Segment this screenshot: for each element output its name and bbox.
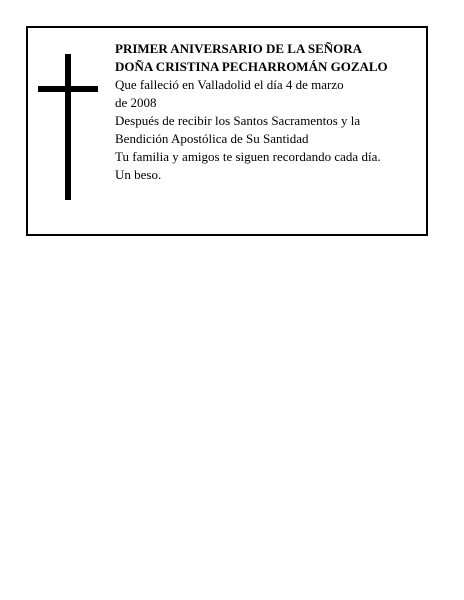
cross-horizontal-bar [38, 86, 98, 92]
cross-vertical-bar [65, 54, 71, 200]
notice-body-line: Un beso. [115, 167, 162, 182]
obituary-notice [26, 26, 428, 236]
notice-heading-line-1: PRIMER ANIVERSARIO DE LA SEÑORA [115, 41, 363, 56]
notice-body-line: Después de recibir los Santos Sacramentos y la [115, 113, 361, 128]
cross-icon [38, 54, 98, 200]
notice-heading-line-2: DOÑA CRISTINA PECHARROMÁN GOZALO [115, 59, 388, 74]
notice-body-line: de 2008 [115, 95, 157, 110]
notice-text [115, 40, 420, 184]
notice-body-line: Bendición Apostólica de Su Santidad [115, 131, 309, 146]
notice-body-line: Que falleció en Valladolid el día 4 de marzo [115, 77, 344, 92]
notice-body-line: Tu familia y amigos te siguen recordando cada día. [115, 149, 381, 164]
